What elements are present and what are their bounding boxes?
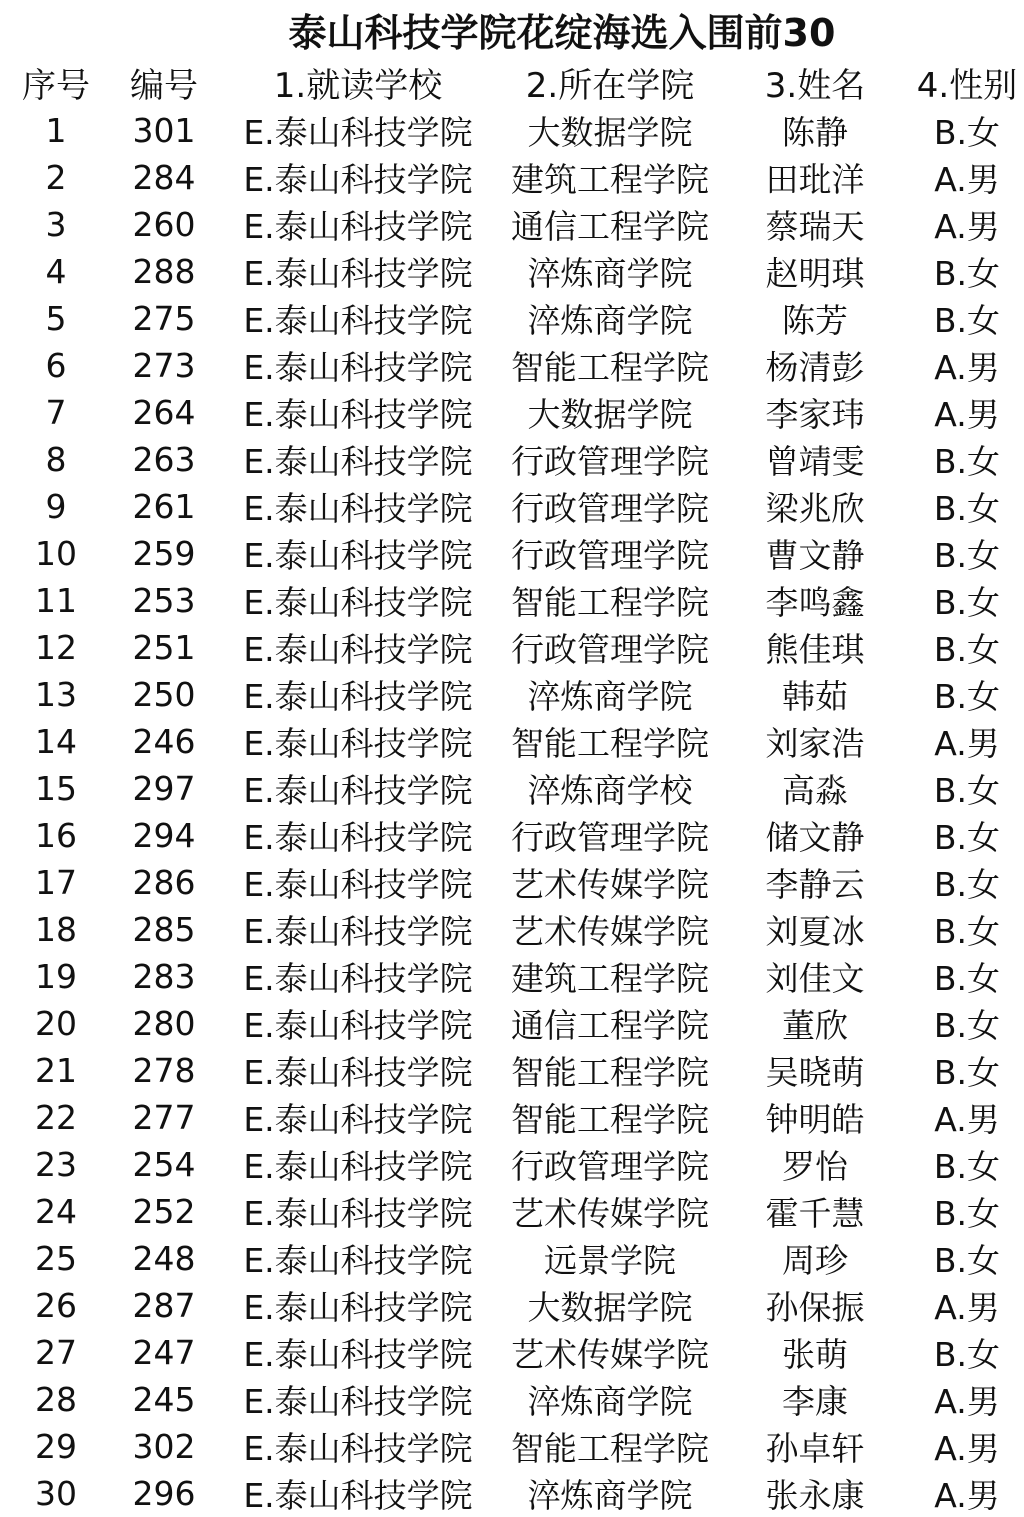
cell-college: 大数据学院: [527, 113, 693, 152]
cell-seq: 17: [35, 863, 77, 902]
cell-seq: 2: [45, 158, 67, 197]
table-row: [0, 483, 1024, 530]
cell-number: 260: [132, 205, 196, 244]
table-row: [0, 1047, 1024, 1094]
header-number: 编号: [130, 66, 198, 106]
cell-name: 陈芳: [782, 301, 848, 340]
cell-school: E.泰山科技学院: [243, 912, 473, 951]
table-row: [0, 765, 1024, 812]
cell-name: 曹文静: [765, 536, 865, 575]
cell-gender: A.男: [934, 1288, 1000, 1327]
cell-number: 302: [132, 1427, 196, 1466]
table-row: [0, 812, 1024, 859]
cell-college: 智能工程学院: [511, 724, 709, 763]
header-gender: 4.性别: [916, 66, 1018, 106]
table-row: [0, 295, 1024, 342]
cell-school: E.泰山科技学院: [243, 1006, 473, 1045]
cell-seq: 11: [35, 581, 77, 620]
cell-name: 李鸣鑫: [765, 583, 865, 622]
cell-school: E.泰山科技学院: [243, 395, 473, 434]
cell-college: 智能工程学院: [511, 1429, 709, 1468]
cell-gender: B.女: [933, 1194, 1001, 1233]
cell-number: 297: [132, 769, 196, 808]
cell-gender: B.女: [933, 959, 1001, 998]
cell-school: E.泰山科技学院: [243, 1053, 473, 1092]
header-row: [0, 58, 1024, 107]
cell-name: 罗怡: [782, 1147, 848, 1186]
cell-gender: B.女: [933, 536, 1001, 575]
cell-name: 孙保振: [765, 1288, 865, 1327]
cell-name: 董欣: [782, 1006, 848, 1045]
header-seq: 序号: [22, 66, 90, 106]
cell-gender: B.女: [933, 301, 1001, 340]
cell-number: 285: [132, 910, 196, 949]
table-row: [0, 436, 1024, 483]
cell-seq: 15: [35, 769, 77, 808]
cell-number: 246: [132, 722, 196, 761]
cell-seq: 7: [45, 393, 67, 432]
cell-name: 曾靖雯: [765, 442, 865, 481]
cell-name: 杨清彭: [765, 348, 865, 387]
cell-school: E.泰山科技学院: [243, 1335, 473, 1374]
table-row: [0, 577, 1024, 624]
table-row: [0, 201, 1024, 248]
cell-number: 264: [132, 393, 196, 432]
cell-school: E.泰山科技学院: [243, 348, 473, 387]
cell-gender: B.女: [933, 1006, 1001, 1045]
cell-number: 254: [132, 1145, 196, 1184]
table-row: [0, 1282, 1024, 1329]
cell-school: E.泰山科技学院: [243, 489, 473, 528]
cell-name: 钟明皓: [765, 1100, 865, 1139]
cell-seq: 4: [45, 252, 67, 291]
cell-name: 孙卓轩: [765, 1429, 865, 1468]
cell-name: 赵明琪: [765, 254, 865, 293]
table-row: [0, 1094, 1024, 1141]
cell-number: 286: [132, 863, 196, 902]
table-row: [0, 1376, 1024, 1423]
cell-school: E.泰山科技学院: [243, 583, 473, 622]
table-row: [0, 389, 1024, 436]
table-row: [0, 248, 1024, 295]
cell-school: E.泰山科技学院: [243, 771, 473, 810]
cell-school: E.泰山科技学院: [243, 677, 473, 716]
cell-number: 301: [132, 111, 196, 150]
header-college: 2.所在学院: [525, 66, 695, 106]
cell-number: 294: [132, 816, 196, 855]
table-row: [0, 342, 1024, 389]
cell-seq: 3: [45, 205, 67, 244]
cell-name: 田玭洋: [765, 160, 865, 199]
table-row: [0, 1188, 1024, 1235]
cell-name: 刘佳文: [765, 959, 865, 998]
cell-college: 艺术传媒学院: [511, 1335, 709, 1374]
cell-gender: B.女: [933, 630, 1001, 669]
cell-school: E.泰山科技学院: [243, 207, 473, 246]
header-name: 3.姓名: [764, 66, 866, 106]
table-row: [0, 624, 1024, 671]
cell-name: 刘家浩: [765, 724, 865, 763]
table-row: [0, 906, 1024, 953]
cell-gender: A.男: [934, 1382, 1000, 1421]
cell-school: E.泰山科技学院: [243, 1241, 473, 1280]
cell-number: 273: [132, 346, 196, 385]
cell-college: 淬炼商学校: [527, 771, 693, 810]
table-row: [0, 1000, 1024, 1047]
cell-college: 大数据学院: [527, 1288, 693, 1327]
finalist-table: [0, 58, 1024, 1517]
cell-seq: 18: [35, 910, 77, 949]
cell-college: 智能工程学院: [511, 348, 709, 387]
cell-seq: 20: [35, 1004, 77, 1043]
cell-name: 李康: [782, 1382, 848, 1421]
cell-name: 韩茹: [782, 677, 848, 716]
table-row: [0, 953, 1024, 1000]
cell-gender: B.女: [933, 818, 1001, 857]
cell-college: 艺术传媒学院: [511, 1194, 709, 1233]
table-body: [0, 107, 1024, 1517]
cell-seq: 29: [35, 1427, 77, 1466]
cell-school: E.泰山科技学院: [243, 1476, 473, 1515]
table-row: [0, 1141, 1024, 1188]
cell-college: 淬炼商学院: [527, 1382, 693, 1421]
cell-seq: 8: [45, 440, 67, 479]
cell-college: 通信工程学院: [511, 1006, 709, 1045]
cell-name: 张永康: [765, 1476, 865, 1515]
cell-number: 280: [132, 1004, 196, 1043]
cell-number: 245: [132, 1380, 196, 1419]
cell-gender: B.女: [933, 912, 1001, 951]
cell-number: 287: [132, 1286, 196, 1325]
cell-gender: B.女: [933, 1335, 1001, 1374]
cell-school: E.泰山科技学院: [243, 630, 473, 669]
cell-name: 霍千慧: [765, 1194, 865, 1233]
cell-seq: 25: [35, 1239, 77, 1278]
table-row: [0, 718, 1024, 765]
cell-school: E.泰山科技学院: [243, 1194, 473, 1233]
cell-seq: 23: [35, 1145, 77, 1184]
cell-name: 李家玮: [765, 395, 865, 434]
table-row: [0, 1235, 1024, 1282]
cell-school: E.泰山科技学院: [243, 442, 473, 481]
cell-school: E.泰山科技学院: [243, 160, 473, 199]
cell-seq: 27: [35, 1333, 77, 1372]
cell-college: 智能工程学院: [511, 583, 709, 622]
cell-name: 蔡瑞天: [765, 207, 865, 246]
cell-number: 253: [132, 581, 196, 620]
cell-college: 远景学院: [544, 1241, 676, 1280]
cell-seq: 14: [35, 722, 77, 761]
cell-number: 284: [132, 158, 196, 197]
header-school: 1.就读学校: [273, 66, 443, 106]
cell-school: E.泰山科技学院: [243, 254, 473, 293]
cell-gender: A.男: [934, 348, 1000, 387]
cell-gender: B.女: [933, 1241, 1001, 1280]
cell-number: 248: [132, 1239, 196, 1278]
cell-name: 储文静: [765, 818, 865, 857]
cell-college: 行政管理学院: [511, 630, 709, 669]
cell-school: E.泰山科技学院: [243, 1382, 473, 1421]
page-title: 泰山科技学院花绽海选入围前30: [288, 11, 836, 55]
cell-number: 247: [132, 1333, 196, 1372]
cell-college: 行政管理学院: [511, 489, 709, 528]
cell-name: 刘夏冰: [765, 912, 865, 951]
cell-college: 行政管理学院: [511, 818, 709, 857]
table-row: [0, 1329, 1024, 1376]
cell-seq: 28: [35, 1380, 77, 1419]
table-row: [0, 671, 1024, 718]
cell-gender: B.女: [933, 771, 1001, 810]
cell-seq: 5: [45, 299, 67, 338]
cell-gender: A.男: [934, 160, 1000, 199]
cell-gender: B.女: [933, 677, 1001, 716]
cell-gender: A.男: [934, 1429, 1000, 1468]
cell-school: E.泰山科技学院: [243, 724, 473, 763]
cell-school: E.泰山科技学院: [243, 301, 473, 340]
cell-college: 淬炼商学院: [527, 677, 693, 716]
cell-college: 艺术传媒学院: [511, 865, 709, 904]
cell-name: 张萌: [782, 1335, 848, 1374]
cell-gender: A.男: [934, 1100, 1000, 1139]
table-header: [0, 58, 1024, 107]
cell-number: 296: [132, 1474, 196, 1513]
cell-name: 周珍: [782, 1241, 848, 1280]
cell-college: 智能工程学院: [511, 1053, 709, 1092]
cell-seq: 13: [35, 675, 77, 714]
cell-college: 行政管理学院: [511, 536, 709, 575]
cell-college: 智能工程学院: [511, 1100, 709, 1139]
cell-gender: A.男: [934, 395, 1000, 434]
cell-gender: B.女: [933, 865, 1001, 904]
cell-number: 277: [132, 1098, 196, 1137]
cell-seq: 16: [35, 816, 77, 855]
cell-college: 行政管理学院: [511, 442, 709, 481]
cell-college: 建筑工程学院: [511, 959, 709, 998]
cell-number: 261: [132, 487, 196, 526]
cell-gender: B.女: [933, 1147, 1001, 1186]
cell-name: 陈静: [782, 113, 848, 152]
cell-number: 263: [132, 440, 196, 479]
cell-name: 高淼: [782, 771, 848, 810]
cell-school: E.泰山科技学院: [243, 536, 473, 575]
cell-college: 通信工程学院: [511, 207, 709, 246]
cell-school: E.泰山科技学院: [243, 865, 473, 904]
cell-school: E.泰山科技学院: [243, 818, 473, 857]
cell-school: E.泰山科技学院: [243, 1147, 473, 1186]
cell-school: E.泰山科技学院: [243, 1288, 473, 1327]
cell-gender: B.女: [933, 442, 1001, 481]
table-row: [0, 1470, 1024, 1517]
cell-school: E.泰山科技学院: [243, 1100, 473, 1139]
cell-college: 淬炼商学院: [527, 301, 693, 340]
table-row: [0, 107, 1024, 154]
cell-school: E.泰山科技学院: [243, 1429, 473, 1468]
cell-seq: 19: [35, 957, 77, 996]
cell-number: 283: [132, 957, 196, 996]
cell-seq: 26: [35, 1286, 77, 1325]
cell-seq: 12: [35, 628, 77, 667]
cell-seq: 6: [45, 346, 67, 385]
cell-seq: 9: [45, 487, 67, 526]
cell-college: 大数据学院: [527, 395, 693, 434]
cell-name: 梁兆欣: [765, 489, 865, 528]
cell-gender: A.男: [934, 207, 1000, 246]
cell-number: 275: [132, 299, 196, 338]
cell-seq: 30: [35, 1474, 77, 1513]
cell-gender: B.女: [933, 1053, 1001, 1092]
cell-college: 行政管理学院: [511, 1147, 709, 1186]
cell-gender: B.女: [933, 254, 1001, 293]
cell-college: 淬炼商学院: [527, 254, 693, 293]
cell-number: 259: [132, 534, 196, 573]
cell-gender: B.女: [933, 583, 1001, 622]
cell-school: E.泰山科技学院: [243, 113, 473, 152]
table-row: [0, 1423, 1024, 1470]
cell-gender: B.女: [933, 113, 1001, 152]
cell-gender: A.男: [934, 1476, 1000, 1515]
cell-gender: B.女: [933, 489, 1001, 528]
cell-number: 250: [132, 675, 196, 714]
cell-college: 淬炼商学院: [527, 1476, 693, 1515]
cell-number: 288: [132, 252, 196, 291]
table-row: [0, 859, 1024, 906]
cell-name: 熊佳琪: [765, 630, 865, 669]
cell-name: 吴晓萌: [765, 1053, 865, 1092]
cell-name: 李静云: [765, 865, 865, 904]
table-row: [0, 154, 1024, 201]
table-row: [0, 530, 1024, 577]
cell-college: 建筑工程学院: [511, 160, 709, 199]
cell-school: E.泰山科技学院: [243, 959, 473, 998]
cell-number: 278: [132, 1051, 196, 1090]
cell-seq: 24: [35, 1192, 77, 1231]
cell-seq: 22: [35, 1098, 77, 1137]
cell-college: 艺术传媒学院: [511, 912, 709, 951]
cell-seq: 1: [45, 111, 67, 150]
cell-seq: 10: [35, 534, 77, 573]
cell-number: 252: [132, 1192, 196, 1231]
cell-gender: A.男: [934, 724, 1000, 763]
cell-seq: 21: [35, 1051, 77, 1090]
cell-number: 251: [132, 628, 196, 667]
